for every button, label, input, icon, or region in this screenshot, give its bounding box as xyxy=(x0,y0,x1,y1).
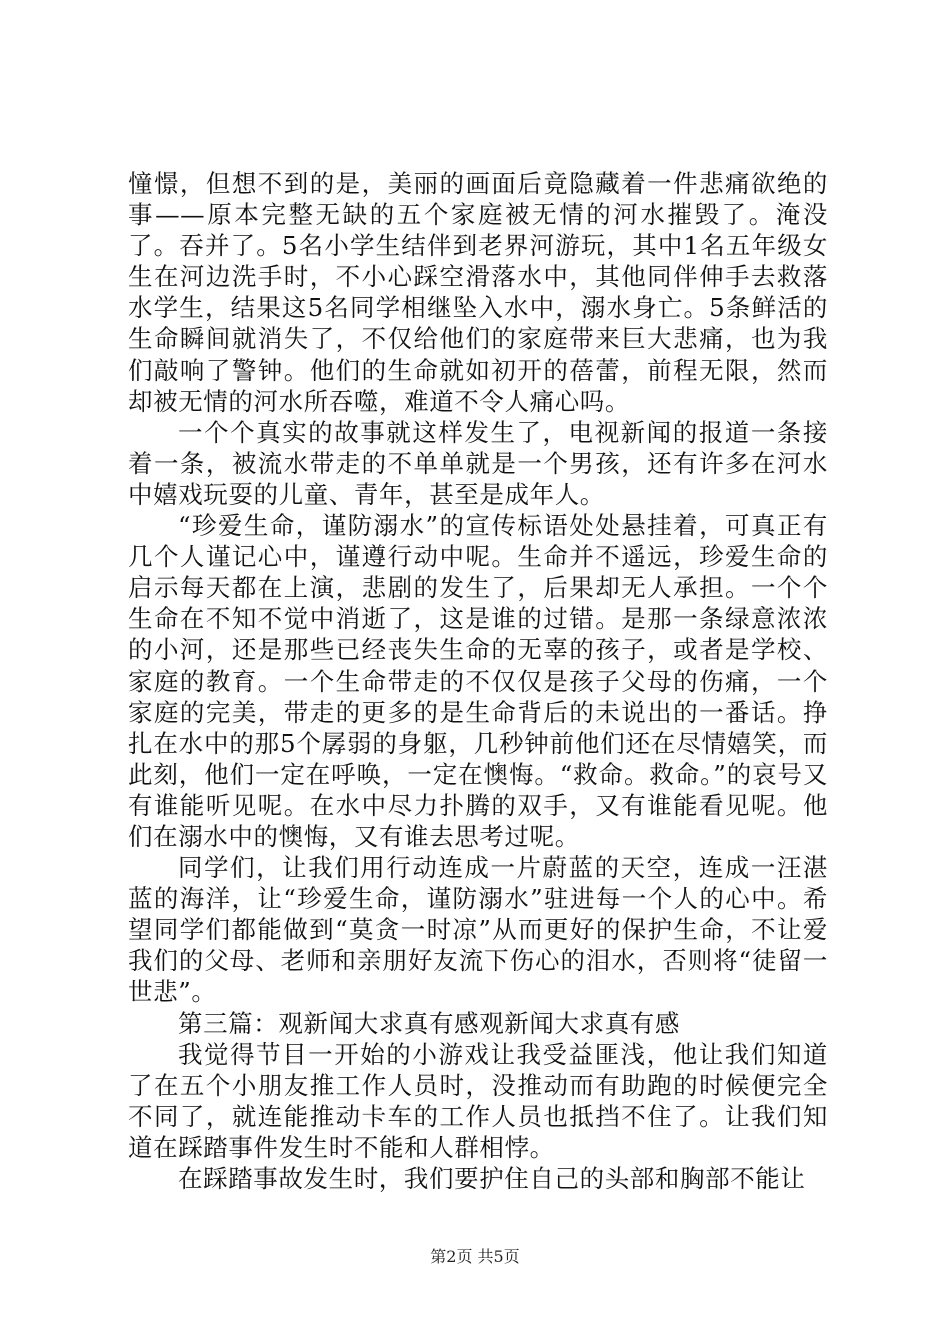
paragraph-2: 一个个真实的故事就这样发生了，电视新闻的报道一条接着一条，被流水带走的不单单就是一个男孩，还有许多在河水中嬉戏玩耍的儿童、青年，甚至是成年人。 xyxy=(128,417,828,509)
page-footer: 第2页 共5页 xyxy=(430,1247,520,1266)
section-heading: 第三篇：观新闻大求真有感观新闻大求真有感 xyxy=(178,1008,680,1038)
paragraph-5: 我觉得节目一开始的小游戏让我受益匪浅，他让我们知道了在五个小朋友推工作人员时，没推动而有助跑的时候便完全不同了，就连能推动卡车的工作人员也抵挡不住了。让我们知道在踩踏事件发生时不能和人群相悖。 xyxy=(128,1039,828,1162)
paragraph-4: 同学们，让我们用行动连成一片蔚蓝的天空，连成一汪湛蓝的海洋，让“珍爱生命，谨防溺水”驻进每一个人的心中。希望同学们都能做到“莫贪一时凉”从而更好的保护生命，不让爱我们的父母、老师和亲朋好友流下伤心的泪水，否则将“徒留一世悲”。 xyxy=(128,853,828,1007)
paragraph-1: 憧憬，但想不到的是，美丽的画面后竟隐藏着一件悲痛欲绝的事——原本完整无缺的五个家庭被无情的河水摧毁了。淹没了。吞并了。5名小学生结伴到老界河游玩，其中1名五年级女生在河边洗手时，不小心踩空滑落水中，其他同伴伸手去救落水学生，结果这5名同学相继坠入水中，溺水身亡。5条鲜活的生命瞬间就消失了，不仅给他们的家庭带来巨大悲痛，也为我们敲响了警钟。他们的生命就如初开的蓓蕾，前程无限，然而却被无情的河水所吞噬，难道不令人痛心吗。 xyxy=(128,169,828,416)
paragraph-6: 在踩踏事故发生时，我们要护住自己的头部和胸部不能让 xyxy=(178,1164,806,1193)
paragraph-3: “珍爱生命，谨防溺水”的宣传标语处处悬挂着，可真正有几个人谨记心中，谨遵行动中呢。生命并不遥远，珍爱生命的启示每天都在上演，悲剧的发生了，后果却无人承担。一个个生命在不知不觉中消逝了，这是谁的过错。是那一条绿意浓浓的小河，还是那些已经丧失生命的无辜的孩子，或者是学校、家庭的教育。一个生命带走的不仅仅是孩子父母的伤痛，一个家庭的完美，带走的更多的是生命背后的未说出的一番话。挣扎在水中的那5个孱弱的身躯，几秒钟前他们还在尽情嬉笑，而此刻，他们一定在呼唤，一定在懊悔。“救命。救命。”的哀号又有谁能听见呢。在水中尽力扑腾的双手，又有谁能看见呢。他们在溺水中的懊悔，又有谁去思考过呢。 xyxy=(128,511,828,851)
document-body xyxy=(128,168,828,1194)
